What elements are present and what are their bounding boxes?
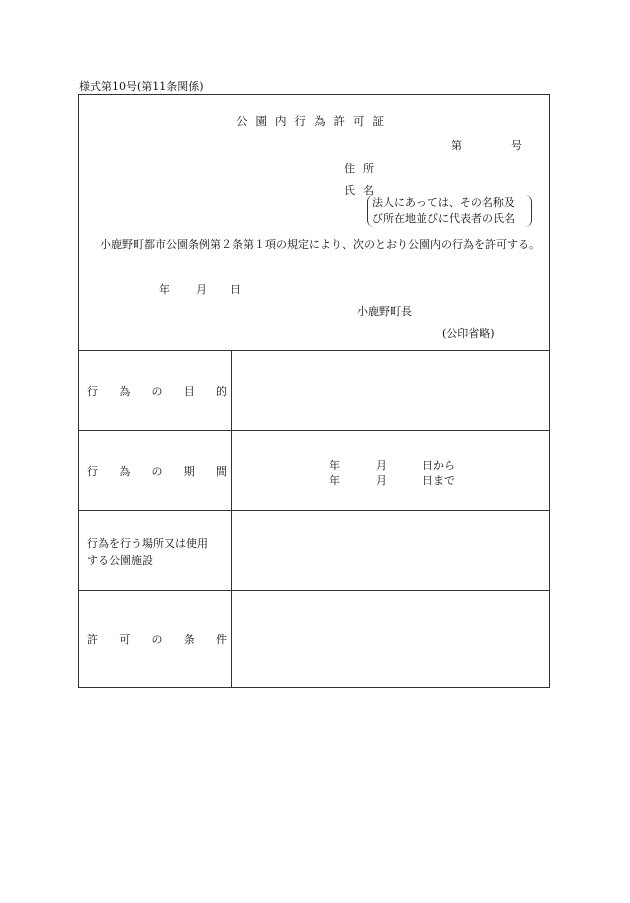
conditions-label-cell xyxy=(79,591,232,687)
period-to-year: 年 xyxy=(329,474,340,487)
permit-number-prefix: 第 xyxy=(451,139,462,152)
issue-date-month: 月 xyxy=(196,283,207,296)
permit-number-suffix: 号 xyxy=(511,139,522,152)
name-label: 氏名 xyxy=(344,184,382,197)
place-label: 行為を行う場所又は使用 する公園施設 xyxy=(87,537,208,567)
issue-date xyxy=(79,281,551,297)
corporate-note xyxy=(367,195,532,227)
purpose-label: 行 為 の 目 的 xyxy=(87,385,227,398)
row-conditions xyxy=(79,590,549,687)
corporate-note-line2: び所在地並びに代表者の氏名 xyxy=(372,212,515,225)
form-number-label: 様式第10号(第11条関係) xyxy=(79,80,204,93)
issue-date-year: 年 xyxy=(159,283,170,296)
page-title: 公園内行為許可証 xyxy=(236,114,392,128)
period-from-month: 月 xyxy=(376,459,387,472)
period-from-year: 年 xyxy=(329,459,340,472)
period-label-cell xyxy=(79,431,232,510)
conditions-label: 許 可 の 条 件 xyxy=(87,633,227,646)
corporate-note-line1: 法人にあっては、その名称及 xyxy=(372,196,515,209)
seal-note: (公印省略) xyxy=(442,327,495,340)
row-place xyxy=(79,510,549,590)
row-period xyxy=(79,430,549,510)
period-to-month: 月 xyxy=(376,474,387,487)
issuer-name: 小鹿野町長 xyxy=(357,305,412,318)
row-purpose xyxy=(79,350,549,430)
issue-date-day: 日 xyxy=(230,283,241,296)
place-label-cell xyxy=(79,511,232,590)
address-label: 住所 xyxy=(344,162,382,175)
period-label: 行 為 の 期 間 xyxy=(87,465,227,478)
period-to-day: 日まで xyxy=(422,474,455,487)
period-from-day: 日から xyxy=(422,459,455,472)
purpose-label-cell xyxy=(79,351,232,430)
permit-statement: 小鹿野町都市公園条例第２条第１項の規定により、次のとおり公園内の行為を許可する。 xyxy=(100,238,540,251)
permit-form xyxy=(78,94,550,688)
